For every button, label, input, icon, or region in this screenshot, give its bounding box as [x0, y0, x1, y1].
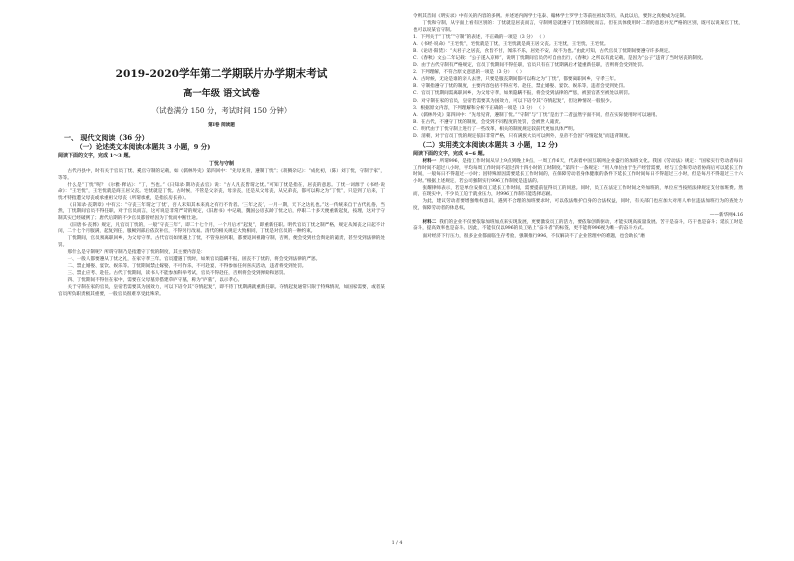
passage-paragraph: 关于守制在家的官员，皇帝若需要其为国效力，可以下诏令其“夺情起复”，即不待丁忧期满就重新任职。夺情起复通常只限于特殊情况，如国家需要，或者某官员所负职责极其重要，一般官员很难享受此殊荣。 [58, 285, 385, 297]
passage-paragraph: 一、一般人都要遵从丁忧之礼，在家守孝三年。官员遭遇丁忧时，如果官员隐瞒不报，匿丧不丁忧的，将会受到法律的严惩。 [67, 257, 321, 263]
exam-note: （试卷满分 150 分，考试时间 150 分钟） [151, 106, 292, 115]
passage-paragraph: 令则其音间《明实录》中有关的内容的多例。并述述内阁学士屯泰、翰林学士罗学士等前往祖坟等历，从此以后，要封之真便成为定制。 [413, 14, 689, 19]
passage-paragraph: 四、丁忧期间不得住在家中，需要在父母墓旁搭建草庐守墓，称为“庐墓”，以示孝心。 [67, 278, 243, 284]
material-paragraph [413, 220, 743, 233]
option: B．守制指遵守丁忧的制度，主要内容包括不得应考、赴任，禁止婚娶、宴饮、娱乐等，违者会受到处罚。 [413, 84, 628, 90]
option: D．由于古代守制有严格规定，官员丁忧期间不得任职，官员只有在丁忧期满后才能重新任职，否则将会受到处罚。 [413, 63, 647, 69]
passage-paragraph: 三、禁止应考、赴任。古代丁忧期间，读书人不能参加科举考试，官员不得赴任，否则将会受到弹劾和惩罚。 [67, 271, 289, 277]
material-paragraph: 面对经济下行压力，很多企业都面临生存考验，强制推行996，不仅解决不了企业管理中的难题，也会助长“磨 [422, 233, 645, 239]
question-2: 2．下列理解，不符合原文意思的一项是（3 分） （ ） [413, 70, 525, 76]
exam-subtitle: 高一年级 语文试卷 [183, 88, 260, 99]
passage-title: 丁忧与守制 [208, 161, 234, 167]
passage-paragraph: 什么是“丁忧”呢？《尔雅·释诂》：“丁，当也。”《日知录·期功丧去官》说：“古人凡丧皆谓之忧。”可知丁忧是指在，居丧的意思。丁忧一词源于《书经·说命》：“王宅忧”，王宅忧就是商王居父丧。宅忧就是丁忧。古时候，不管是父亲丧，母亲丧，还是从父母丧，从兄弟丧，都可以称之为“丁忧”，只是到了后来，丁忧才特指遭父母丧或承重祖父母丧（所谓承重，是指长房长孙）。 [58, 182, 385, 201]
option: C．官员丁忧期间需离职回乡，为父母守孝，如果隐瞒不报，将会受到法律的严惩，被罢官甚至被处以刑罚。 [413, 91, 633, 97]
option: D．清朝，对于官员丁忧的规定依旧非常严格，只有满族大员可以例外，皇帝不会因“夺情起复”而违背制度。 [413, 134, 633, 139]
passage-paragraph: 古代丹县中，时有关于官员丁忧、奚官守制的记载，如《儒林外史》第四回中：“先母见背，遵制丁忧”；《蒋腾杂记》：“成化初，（陈）刘丁忧，守制于家”，等等。 [58, 169, 385, 181]
subsection-heading-2: （二）实用类文本阅读(本题共 3 小题，12 分) [419, 141, 558, 150]
volume-label: 第Ⅰ卷 阅读题 [208, 123, 235, 128]
section-heading: 一、 现代文阅读（36 分） [64, 132, 149, 142]
passage-paragraph: 二、禁止婚娶、宴饮、娱乐等。丁忧期间禁止嫁娶，不可作乐，不可赴宴，不得参加任何喜庆活动，违者将受到处罚。 [67, 264, 307, 270]
passage-paragraph: 丁忧期间，官员须离职回乡，为父母守孝。古代官员如果遇上丁忧，不管身居何职，都要返回祖籍守制，否则，便会受到社会舆论的谴责，甚至受到法律的处罚。 [58, 236, 385, 248]
right-column [413, 14, 743, 241]
option: D．对守制在家的官员，皇帝若需要其为国效力，可以下诏令其“夺情起复”，但这种情况一般很少。 [413, 98, 615, 104]
material-paragraph: 张耀律师表示，若是单位安排员工延长工作时间，需要提前征得员工的同意。同时，员工在法定工作时间之外加班的，单位应当按照法律规定支付加班费。然而，在现实中，不少员工迫于就业压力，对996工作制只能选择忍耐。 [413, 185, 743, 198]
material-source: ——新华网4.16 [709, 212, 743, 218]
instruction: 阅读下面的文字，完成 1～3 题。 [58, 153, 134, 159]
passage-paragraph: 《旧唐书·丧葬》规定，凡官员丁忧的，一般“守丧三年”，即二十七个月，一个月后才“起复”，即重新任职。明代官员丁忧之制严格，规定从闻丧之日起不计闰，二十七个月服满，起复到任，服阙到部后依次补官，不得另行改易。清代的相关规定大致相同，丁忧是对官员的一种约束。 [58, 222, 385, 235]
material-paragraph [413, 159, 743, 185]
option: A．《书经·说命》“王宅忧”，宅忧就是丁忧，王宅忧就是商王居父丧。王宅忧，王宅忧，王宅忧。 [413, 41, 609, 47]
material-label: 材料二 [422, 219, 437, 225]
passage-paragraph: 丁忧和守制，从字面上看有区别的：丁忧就是居丧而言，守制则是就遵守丁忧的制度而言。但在具体使用时二者的意思并无严格的区别，既可以说某官丁忧，也可以说某官守制。 [413, 21, 743, 33]
instruction-2: 阅读下面的文字，完成 4~6 题。 [413, 151, 488, 158]
option: A．《儒林外史》第四回中：“先母见背，遵制丁忧。”“守制”与“丁忧”是出于二者虽然字面不同，但在实际使用时可以通用。 [413, 112, 661, 118]
question-1: 1．下列关于“丁忧”“守制”的表述，不正确的一项是（3 分） （ ） [413, 34, 548, 40]
page-number: 1 / 4 [391, 541, 403, 546]
option: C．明代由于丁忧守制上进行了一些改革，相关的制度规定较前代更加具体严明。 [413, 126, 578, 132]
option: B．在古代，不遵守丁忧的制度，会受到不同程度的处罚，会被世人谴责。 [413, 119, 564, 125]
passage-paragraph: 《日知录·丧期章》中有云：“守丧三年谓之‘丁忧’，吾人未知其本来真之有行不肯者。‘三年之丧’，一月一期，天下之达礼也。”这一传统来自于古代礼俗，当然，丁忧期间官员不得任职，对于官员而言，这可说是非常严苛的规定，《旧唐书》中记载，魏国公房玄龄丁忧之后，停职二十多天便重新起复，按理，这对于守制其实已经破例了；唐代后期的不少官员都曾经因为丁忧而中断仕途。 [58, 202, 385, 221]
option: C．《春秋》文公二年记载：“公子遂入京师”，说明丁忧期间官员仍可自由出行，《春秋》之所以有此记载，是因为“公子”违背了当时居丧的制度。 [413, 55, 707, 61]
option: A．古时候，无论是谁的亲人去世，只要是服丧期间都可以称之为“丁忧”，都要离职回乡，守孝三年。 [413, 77, 619, 83]
question-3: 3．根据原文内容，下列理解和分析不正确的一项是（3 分） （ ） [413, 105, 548, 111]
passage-paragraph: 那什么是守制呢？所谓守制乃是指遭守丁忧的制度，其主要内容是： [67, 249, 206, 255]
material-text: 我们的企业不仅要依靠加班加点来实现发展，更要激发员工的活力，要依靠创新驱动，才能实现高质量发展。苦干是奋斗，巧干也是奋斗；延长工时是奋斗，提高效率也是奋斗。因此，不能仅仅以996的员工贴上“奋斗者”的标签，更不能将996视为唯一的奋斗方式。 [413, 219, 743, 232]
material-label: 材料一 [422, 159, 437, 165]
material-text: 所谓996，是指工作时间从早上9点到晚上9点，一周工作6天，代表着中国互联网企业盛行的加班文化。我国《劳动法》规定：“国家实行劳动者每日工作时间不超过八小时，平均每周工作时间不超过四十四小时的工时制度。”第四十一条规定：“用人单位由于生产经营需要，经与工会和劳动者协商后可以延长工作时间，一般每日不得超过一小时；因特殊原因需要延长工作时间的，在保障劳动者身体健康的条件下延长工作时间每日不得超过三小时，但是每月不得超过三十六小时。”根据上述规定，若公司强制实行996工作制度是违法的。 [413, 159, 743, 184]
material-paragraph: 为此，建议劳动者要增强维权意识，遇到不合理的加班要求时，可以依法维护自身的合法权益，同时，有关部门也应加大对用人单位违法加班行为的查处力度，保障劳动者的休息权。 [413, 199, 743, 211]
left-column [58, 14, 385, 299]
option: B．《论语·阳货》：“夫君子之居丧，食旨不甘，闻乐不乐，居处不安，故不为也。”由此可知，古代官员丁忧期间要遵守许多规定。 [413, 48, 673, 54]
exam-title: 2019-2020学年第二学期联片办学期末考试 [115, 68, 328, 80]
subsection-heading: （一）论述类文本阅读(本题共 3 小题，9 分) [76, 143, 211, 151]
